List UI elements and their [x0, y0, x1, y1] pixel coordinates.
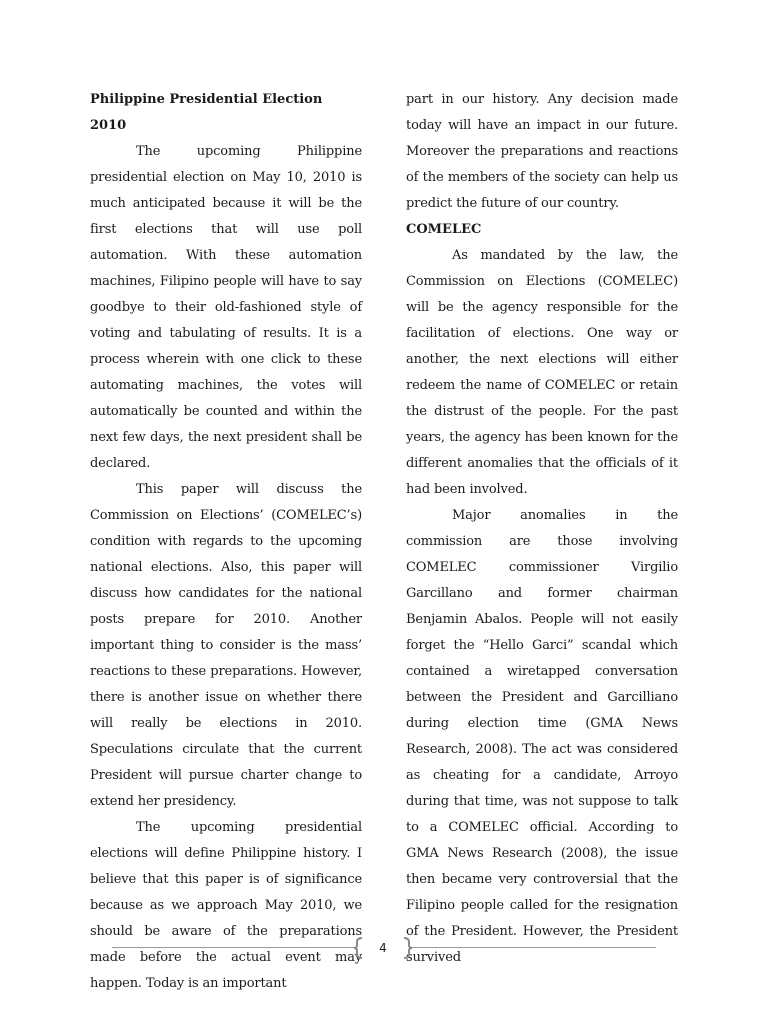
paragraph-scope: This paper will discuss the Commission on Elections’ (COMELEC’s) condition with regards to the upcoming national elections. Also, this paper will discuss how candidates for the national posts prepare for 2010. Another important thing to consider is the mass’ reactions to these preparations. However, there is another issue on whether there will really be elections in 2010. Speculations circulate that the current President will pursue charter change to extend her presidency.: [90, 482, 362, 809]
paragraph-continuation: part in our history. Any decision made today will have an impact in our future. Moreover the preparations and reactions of the members of the society can help us predict the future of our country.: [406, 92, 678, 211]
footer-rule-right: [412, 947, 656, 948]
left-column: [90, 87, 362, 997]
paragraph-significance: The upcoming presidential elections will define Philippine history. I believe that this paper is of significance because as we approach May 2010, we should be aware of the preparations made before the actual event may happen. Today is an important: [90, 820, 362, 991]
paragraph-intro: The upcoming Philippine presidential election on May 10, 2010 is much anticipated because it will be the first elections that will use poll automation. With these automation machines, Filipino people will have to say goodbye to their old-fashioned style of voting and tabulating of results. It is a process wherein with one click to these automating machines, the votes will automatically be counted and within the next few days, the next president shall be declared.: [90, 144, 362, 471]
paragraph-anomalies: Major anomalies in the commission are those involving COMELEC commissioner Virgilio Garcillano and former chairman Benjamin Abalos. People will not easily forget the “Hello Garci” scandal which contained a wiretapped conversation between the President and Garcilliano during election time (GMA News Research, 2008). The act was considered as cheating for a candidate, Arroyo during that time, was not suppose to talk to a COMELEC official. According to GMA News Research (2008), the issue then became very controversial that the Filipino people called for the resignation of the President. However, the President survived: [406, 508, 678, 965]
section-heading-comelec: COMELEC: [406, 222, 482, 237]
right-column: [406, 87, 678, 971]
page-number-box: [354, 936, 412, 960]
paragraph-mandate: As mandated by the law, the Commission on Elections (COMELEC) will be the agency responsible for the facilitation of elections. One way or another, the next elections will either redeem the name of COMELEC or retain the distrust of the people. For the past years, the agency has been known for the different anomalies that the officials of it had been involved.: [406, 248, 678, 497]
section-heading-election: Philippine Presidential Election 2010: [90, 92, 323, 133]
page-number: 4: [379, 941, 387, 955]
footer-rule-left: [112, 947, 356, 948]
